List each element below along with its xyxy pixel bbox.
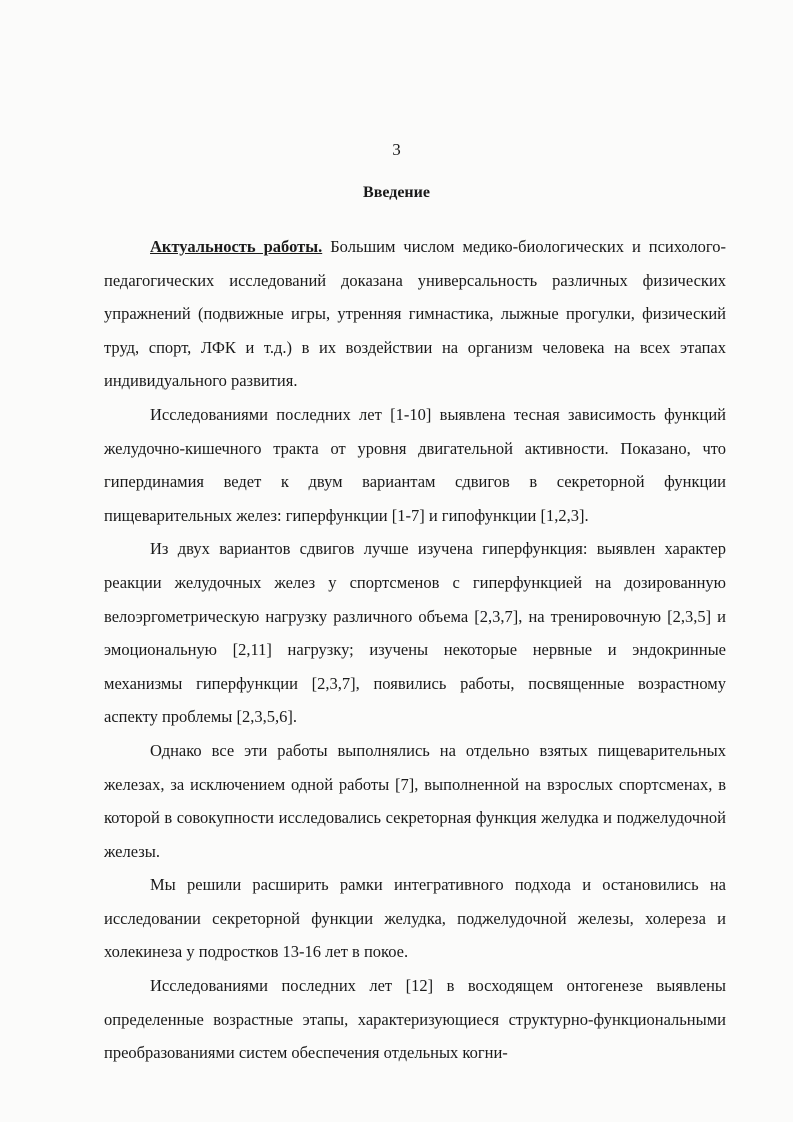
paragraph-lead: Актуальность работы. <box>150 237 323 256</box>
paragraph: Однако все эти работы выполнялись на отдельно взятых пищеварительных железах, за исключением одной работы [7], выполненной на взрослых спортсменах, в которой в совокупности исследовались секреторная функция желудка и поджелудочной железы. <box>104 740 726 861</box>
section-heading: Введение <box>363 184 430 201</box>
paragraph: Исследованиями последних лет [1-10] выявлена тесная зависимость функций желудочно-кишечного тракта от уровня двигательной активности. Показано, что гипердинамия ведет к двум вариантам сдвигов в секреторной функции пищеварительных желез: гиперфункции [1-7] и гипофункции [1,2,3]. <box>104 404 726 525</box>
paragraph: Мы решили расширить рамки интегративного подхода и остановились на исследовании секреторной функции желудка, поджелудочной железы, холереза и холекинеза у подростков 13-16 лет в покое. <box>104 875 726 962</box>
paragraph: Из двух вариантов сдвигов лучше изучена гиперфункция: выявлен характер реакции желудочных желез у спортсменов с гиперфункцией на дозированную велоэргометрическую нагрузку различного объема [2,3,7], на тренировочную [2,3,5] и эмоциональную [2,11] нагрузку; изучены некоторые нервные и эндокринные механизмы гиперфункции [2,3,7], появились работы, посвященные возрастному аспекту проблемы [2,3,5,6]. <box>104 539 726 727</box>
paragraph-text: Большим числом медико-биологических и психолого-педагогических исследований доказана универсальность различных физических упражнений (подвижные игры, утренняя гимнастика, лыжные прогулки, физический труд, спорт, ЛФК и т.д.) в их воздействии на организм человека на всех этапах индивидуального развития. <box>104 237 726 391</box>
paragraph: Исследованиями последних лет [12] в восходящем онтогенезе выявлены определенные возрастные этапы, характеризующиеся структурно-функциональными преобразованиями систем обеспечения отдельных когни- <box>104 976 726 1063</box>
body-text <box>104 230 726 1070</box>
paragraph-relevance <box>104 230 726 398</box>
page-number: 3 <box>392 140 401 159</box>
